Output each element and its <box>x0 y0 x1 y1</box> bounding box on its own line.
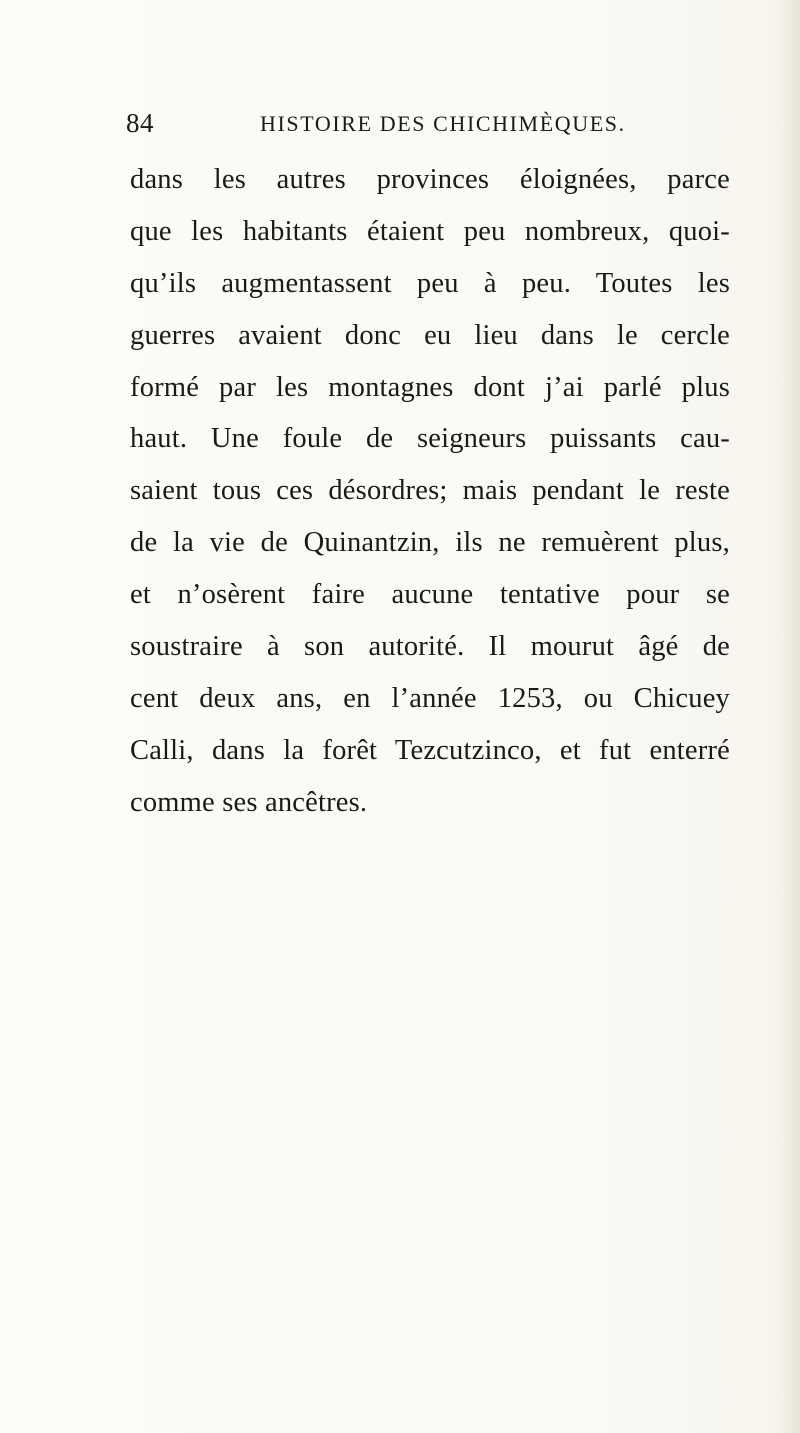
text-line: saient tous ces désordres; mais pendant le reste <box>130 475 730 507</box>
text-line: que les habitants étaient peu nombreux, quoi- <box>130 215 730 247</box>
text-line: cent deux ans, en l’année 1253, ou Chicuey <box>130 682 730 714</box>
text-line: dans les autres provinces éloignées, parce <box>130 164 730 195</box>
body-text <box>130 154 730 829</box>
text-line: de la vie de Quinantzin, ils ne remuèrent plus, <box>130 527 730 559</box>
page-edge-shadow <box>782 0 800 1433</box>
text-line: formé par les montagnes dont j’ai parlé plus <box>130 371 730 403</box>
text-line: guerres avaient donc eu lieu dans le cercle <box>130 319 730 351</box>
running-title: HISTOIRE DES CHICHIMÈQUES. <box>260 111 626 136</box>
text-line: soustraire à son autorité. Il mourut âgé de <box>130 631 730 663</box>
text-line: comme ses ancêtres. <box>130 786 368 818</box>
page-number: 84 <box>126 108 154 138</box>
text-line: haut. Une foule de seigneurs puissants cau- <box>130 423 730 455</box>
text-line: qu’ils augmentassent peu à peu. Toutes les <box>130 267 730 299</box>
text-line: et n’osèrent faire aucune tentative pour se <box>130 579 730 611</box>
page-header <box>126 108 656 144</box>
text-line: Calli, dans la forêt Tezcutzinco, et fut enterré <box>130 734 730 766</box>
